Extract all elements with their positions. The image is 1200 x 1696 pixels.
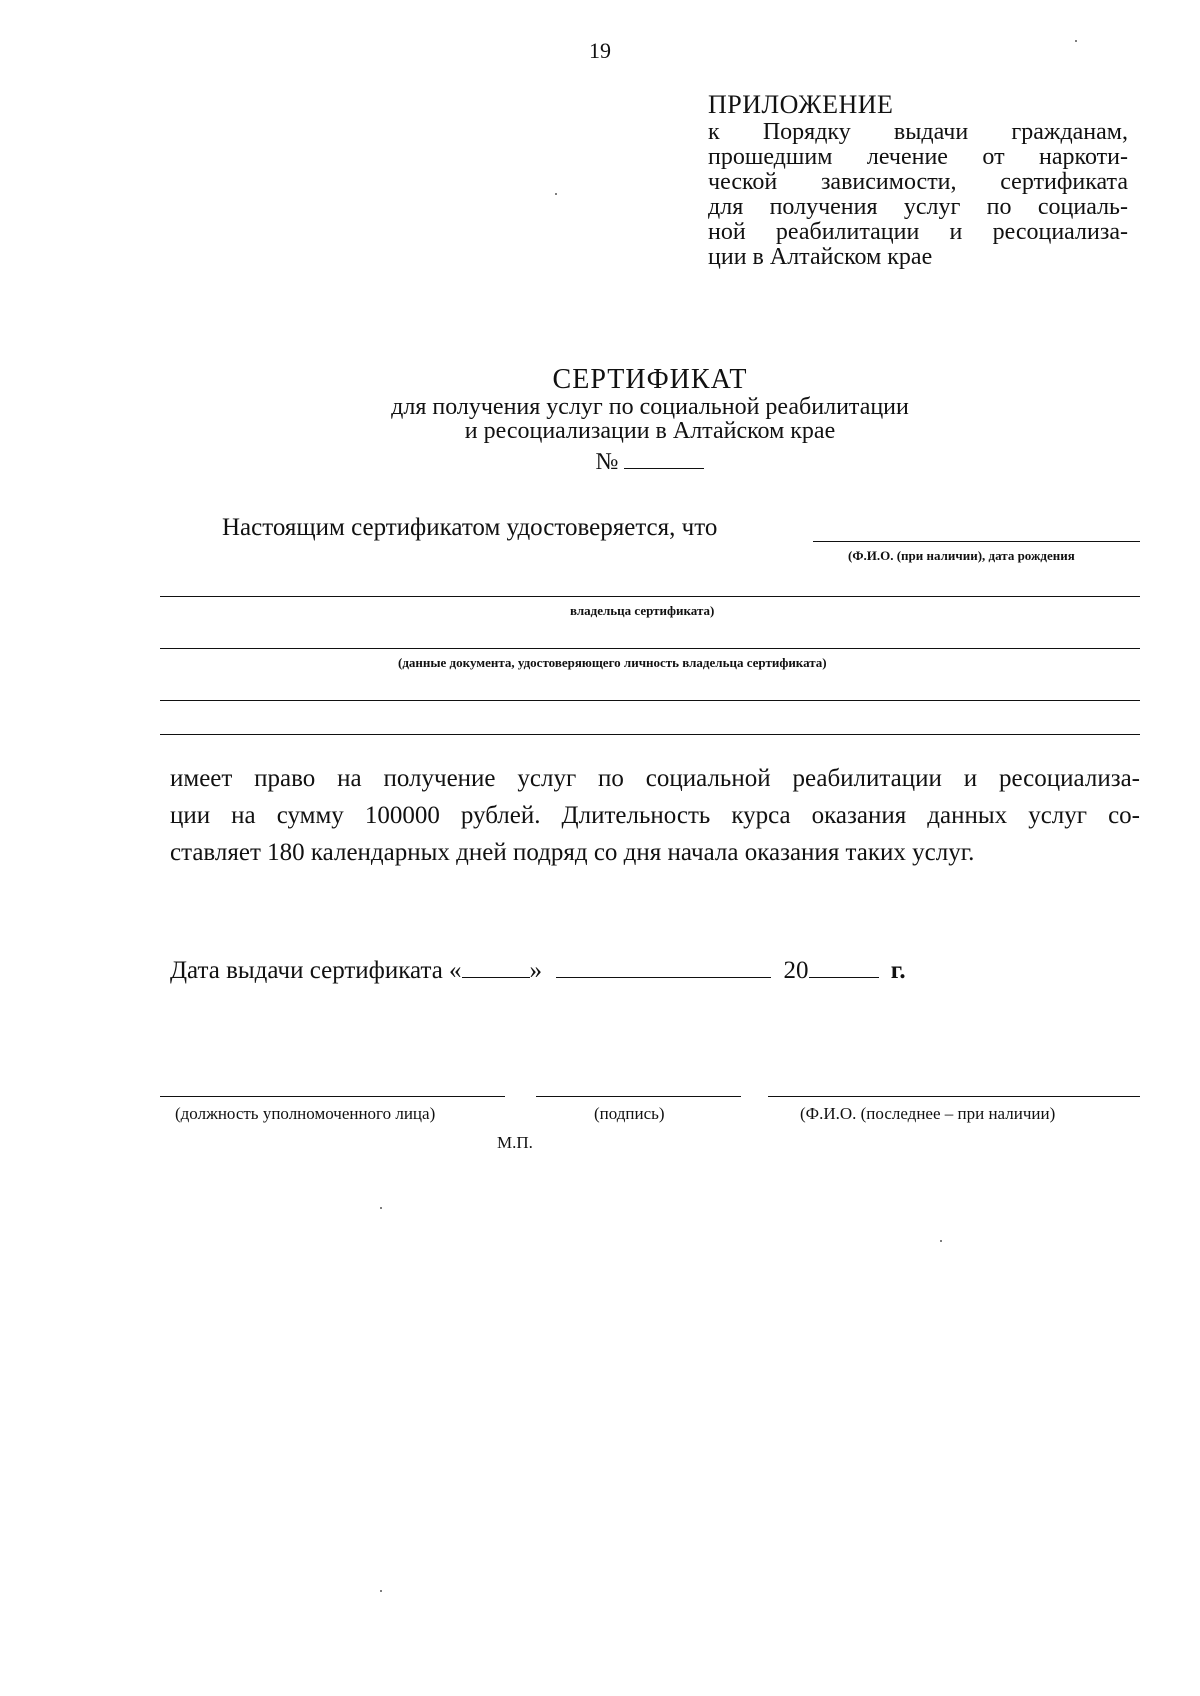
certificate-number xyxy=(0,447,1200,477)
appendix-line: ной реабилитации и ресоциализа- xyxy=(708,219,1128,245)
appendix-line: прошедшим лечение от наркоти- xyxy=(708,144,1128,170)
scan-speck xyxy=(380,1207,382,1209)
extra-blank-line[interactable] xyxy=(160,734,1140,735)
appendix-line: для получения услуг по социаль- xyxy=(708,194,1128,220)
position-caption: (должность уполномоченного лица) xyxy=(175,1104,436,1123)
appendix-line: ческой зависимости, сертификата xyxy=(708,169,1128,195)
issue-year-field[interactable] xyxy=(809,955,879,978)
fio-blank-line[interactable] xyxy=(813,541,1140,542)
certificate-subtitle-line: для получения услуг по социальной реабилитации xyxy=(391,394,909,420)
issue-date-row xyxy=(170,955,906,985)
signature-caption: (подпись) xyxy=(594,1104,665,1123)
scan-speck xyxy=(1075,40,1077,42)
document-blank-line[interactable] xyxy=(160,648,1140,649)
name-caption: (Ф.И.О. (последнее – при наличии) xyxy=(800,1104,1056,1123)
issue-date-close-quote: » xyxy=(529,957,543,984)
body-line: ставляет 180 календарных дней подряд со дня начала оказания таких услуг. xyxy=(170,839,975,866)
issue-month-field[interactable] xyxy=(556,955,771,978)
intro-text: Настоящим сертификатом удостоверяется, что xyxy=(222,514,718,541)
scan-speck xyxy=(380,1590,382,1592)
certificate-subtitle-line: и ресоциализации в Алтайском крае xyxy=(464,418,836,444)
body-line: имеет право на получение услуг по социальной реабилитации и ресоциализа- xyxy=(170,765,1140,792)
caption-document: (данные документа, удостоверяющего личность владельца сертификата) xyxy=(398,655,827,670)
issue-year-prefix: 20 xyxy=(783,957,809,984)
issue-day-field[interactable] xyxy=(462,955,530,978)
position-signature-line[interactable] xyxy=(160,1096,505,1097)
caption-fio: (Ф.И.О. (при наличии), дата рождения xyxy=(848,548,1075,563)
page-number: 19 xyxy=(589,38,611,63)
appendix-title: ПРИЛОЖЕНИЕ xyxy=(708,90,894,119)
certificate-header xyxy=(0,365,1200,477)
scan-speck xyxy=(940,1240,942,1242)
appendix-line: к Порядку выдачи гражданам, xyxy=(708,119,1128,145)
appendix-line: ции в Алтайском крае xyxy=(708,244,933,270)
appendix-block xyxy=(708,92,1128,270)
issue-date-label: Дата выдачи сертификата « xyxy=(170,957,462,984)
scan-speck xyxy=(555,193,557,195)
certificate-title: СЕРТИФИКАТ xyxy=(552,364,748,395)
caption-owner: владельца сертификата) xyxy=(570,603,715,618)
appendix-text xyxy=(708,120,1128,270)
body-line: ции на сумму 100000 рублей. Длительность курса оказания данных услуг со- xyxy=(170,802,1140,829)
owner-blank-line[interactable] xyxy=(160,596,1140,597)
name-signature-line[interactable] xyxy=(768,1096,1140,1097)
issue-year-suffix: г. xyxy=(890,957,906,984)
body-paragraph xyxy=(170,760,1140,871)
number-label: № xyxy=(595,449,619,475)
seal-mark: М.П. xyxy=(497,1133,533,1152)
number-blank-field[interactable] xyxy=(624,448,704,469)
signature-line[interactable] xyxy=(536,1096,741,1097)
extra-blank-line[interactable] xyxy=(160,700,1140,701)
